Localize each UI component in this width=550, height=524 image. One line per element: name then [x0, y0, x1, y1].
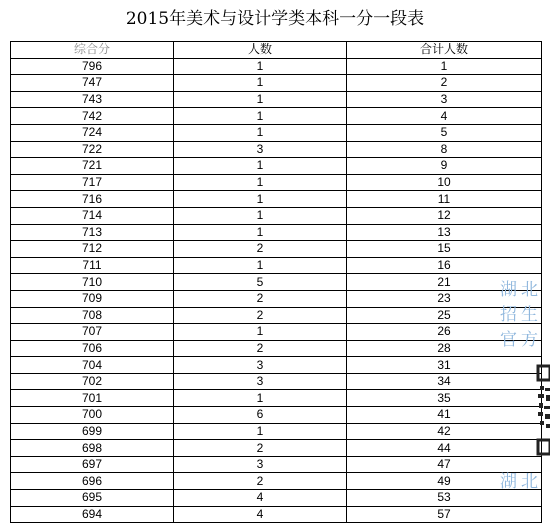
cell-score: 708	[11, 307, 174, 324]
table-row	[11, 423, 542, 440]
table-row	[11, 390, 542, 407]
cell-cumulative: 4	[347, 108, 542, 125]
table-row	[11, 58, 542, 75]
cell-score: 709	[11, 290, 174, 307]
table-row	[11, 357, 542, 374]
cell-score: 742	[11, 108, 174, 125]
cell-score: 699	[11, 423, 174, 440]
cell-cumulative: 41	[347, 407, 542, 424]
cell-count: 2	[174, 290, 347, 307]
table-row	[11, 108, 542, 125]
cell-cumulative: 12	[347, 207, 542, 224]
score-distribution-table	[10, 41, 542, 523]
cell-score: 712	[11, 241, 174, 258]
cell-count: 3	[174, 456, 347, 473]
watermark-text: 湖北	[500, 472, 542, 492]
watermark-text: 官方	[500, 330, 542, 350]
cell-count: 5	[174, 274, 347, 291]
cell-cumulative: 13	[347, 224, 542, 241]
cell-score: 747	[11, 75, 174, 92]
cell-count: 1	[174, 207, 347, 224]
cell-cumulative: 35	[347, 390, 542, 407]
cell-cumulative: 49	[347, 473, 542, 490]
cell-count: 2	[174, 340, 347, 357]
table-row	[11, 456, 542, 473]
table-row	[11, 307, 542, 324]
table-row	[11, 290, 542, 307]
cell-score: 796	[11, 58, 174, 75]
watermark-text: 湖北	[500, 280, 542, 300]
cell-count: 1	[174, 390, 347, 407]
cell-score: 702	[11, 373, 174, 390]
cell-count: 1	[174, 75, 347, 92]
cell-cumulative: 53	[347, 490, 542, 507]
table-row	[11, 75, 542, 92]
cell-cumulative: 23	[347, 290, 542, 307]
table-header-row	[11, 42, 542, 59]
cell-count: 3	[174, 373, 347, 390]
cell-cumulative: 3	[347, 91, 542, 108]
cell-cumulative: 42	[347, 423, 542, 440]
cell-cumulative: 15	[347, 241, 542, 258]
cell-cumulative: 31	[347, 357, 542, 374]
cell-cumulative: 28	[347, 340, 542, 357]
cell-count: 1	[174, 423, 347, 440]
cell-cumulative: 10	[347, 174, 542, 191]
cell-count: 1	[174, 158, 347, 175]
table-row	[11, 340, 542, 357]
cell-cumulative: 25	[347, 307, 542, 324]
cell-score: 695	[11, 490, 174, 507]
cell-count: 2	[174, 241, 347, 258]
table-row	[11, 124, 542, 141]
table-row	[11, 473, 542, 490]
table-row	[11, 274, 542, 291]
cell-count: 1	[174, 224, 347, 241]
cell-score: 722	[11, 141, 174, 158]
cell-score: 701	[11, 390, 174, 407]
cell-cumulative: 57	[347, 506, 542, 523]
cell-count: 2	[174, 473, 347, 490]
cell-count: 1	[174, 91, 347, 108]
cell-score: 706	[11, 340, 174, 357]
table-row	[11, 158, 542, 175]
cell-score: 716	[11, 191, 174, 208]
column-header-cumulative: 合计人数	[347, 42, 542, 59]
cell-count: 1	[174, 58, 347, 75]
table-row	[11, 141, 542, 158]
cell-score: 696	[11, 473, 174, 490]
cell-score: 721	[11, 158, 174, 175]
cell-score: 717	[11, 174, 174, 191]
cell-cumulative: 21	[347, 274, 542, 291]
table-row	[11, 407, 542, 424]
cell-score: 694	[11, 506, 174, 523]
cell-count: 1	[174, 257, 347, 274]
table-row	[11, 490, 542, 507]
table-row	[11, 207, 542, 224]
cell-score: 707	[11, 324, 174, 341]
cell-score: 711	[11, 257, 174, 274]
cell-score: 698	[11, 440, 174, 457]
cell-score: 700	[11, 407, 174, 424]
cell-count: 1	[174, 124, 347, 141]
cell-cumulative: 11	[347, 191, 542, 208]
cell-count: 4	[174, 506, 347, 523]
cell-cumulative: 5	[347, 124, 542, 141]
cell-cumulative: 47	[347, 456, 542, 473]
cell-count: 3	[174, 141, 347, 158]
cell-score: 743	[11, 91, 174, 108]
cell-cumulative: 26	[347, 324, 542, 341]
qr-code-icon	[534, 364, 550, 456]
cell-cumulative: 44	[347, 440, 542, 457]
cell-count: 3	[174, 357, 347, 374]
table-row	[11, 373, 542, 390]
table-row	[11, 257, 542, 274]
cell-cumulative: 16	[347, 257, 542, 274]
cell-count: 6	[174, 407, 347, 424]
table-row	[11, 224, 542, 241]
cell-count: 1	[174, 191, 347, 208]
cell-count: 2	[174, 440, 347, 457]
table-row	[11, 440, 542, 457]
cell-score: 704	[11, 357, 174, 374]
cell-cumulative: 8	[347, 141, 542, 158]
column-header-score: 综合分	[11, 42, 174, 59]
cell-count: 4	[174, 490, 347, 507]
watermark-text: 招生	[500, 305, 542, 325]
table-row	[11, 506, 542, 523]
table-row	[11, 91, 542, 108]
column-header-count: 人数	[174, 42, 347, 59]
cell-score: 714	[11, 207, 174, 224]
table-row	[11, 191, 542, 208]
table-row	[11, 174, 542, 191]
cell-count: 2	[174, 307, 347, 324]
cell-score: 724	[11, 124, 174, 141]
cell-cumulative: 2	[347, 75, 542, 92]
cell-score: 710	[11, 274, 174, 291]
cell-score: 697	[11, 456, 174, 473]
cell-count: 1	[174, 108, 347, 125]
cell-cumulative: 34	[347, 373, 542, 390]
page-title: 2015年美术与设计学类本科一分一段表	[125, 9, 425, 29]
cell-count: 1	[174, 324, 347, 341]
table-row	[11, 241, 542, 258]
cell-count: 1	[174, 174, 347, 191]
cell-score: 713	[11, 224, 174, 241]
cell-cumulative: 9	[347, 158, 542, 175]
cell-cumulative: 1	[347, 58, 542, 75]
table-row	[11, 324, 542, 341]
